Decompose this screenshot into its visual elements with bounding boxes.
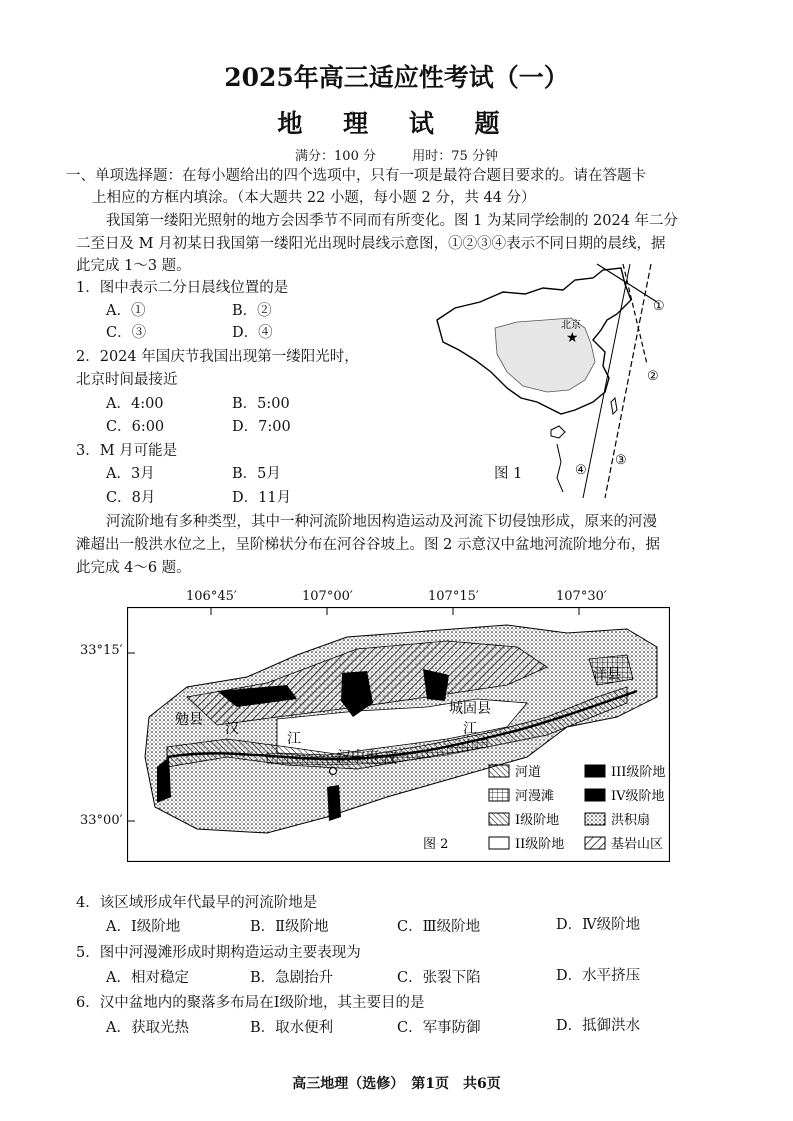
lon-label-2: 107°00′ [302,589,353,604]
q6-option-c[interactable]: C．军事防御 [397,1020,481,1036]
q6-option-a[interactable]: A．获取光热 [106,1020,189,1036]
lat-label-1: 33°15′ [80,643,123,658]
legend-label-floodplain: 河漫滩 [515,789,555,804]
lat-label-2: 33°00′ [80,813,123,828]
q2-option-d[interactable]: D．7:00 [232,419,291,435]
legend-swatch-alluvial-fan [585,813,605,825]
beijing-label: 北京 [561,320,581,331]
legend-swatch-terrace-ii [489,837,509,849]
q1-option-b[interactable]: B．② [232,303,272,319]
intro2-line2: 滩超出一般洪水位之上，呈阶梯状分布在河谷谷坡上。图 2 示意汉中盆地河流阶地分布，据 [76,537,660,553]
line-label-1: ① [653,299,665,314]
intro1-line1: 我国第一缕阳光照射的地方会因季节不同而有所变化。图 1 为某同学绘制的 2024 年二分 [106,213,679,229]
q1-option-a[interactable]: A．① [106,303,146,319]
legend-label-bedrock: 基岩山区 [611,837,664,852]
subject-title: 地 理 试 题 [277,109,516,138]
south-sea-box [557,444,563,492]
legend-swatch-bedrock [585,837,605,849]
q3-option-d[interactable]: D．11月 [232,490,292,506]
q5-stem: 5．图中河漫滩形成时期构造运动主要表现为 [76,945,361,961]
q3-stem: 3．M 月可能是 [76,443,178,459]
lon-label-4: 107°30′ [556,589,607,604]
legend-swatch-floodplain [489,789,509,801]
q3-option-a[interactable]: A．3月 [106,466,155,482]
q6-stem: 6．汉中盆地内的聚落多布局在Ⅰ级阶地，其主要目的是 [76,995,425,1011]
intro2-line1: 河流阶地有多种类型，其中一种河流阶地因构造运动及河流下切侵蚀形成，原来的河漫 [106,514,657,530]
q4-option-a[interactable]: A．Ⅰ级阶地 [106,919,181,935]
legend-label-terrace-i: I级阶地 [515,813,560,828]
page-footer: 高三地理（选修） 第1页 共6页 [292,1076,501,1092]
river-char-4: 江 [463,721,477,737]
q1-option-c[interactable]: C．③ [106,325,147,341]
river-char-1: 汉 [225,721,239,737]
intro1-line3: 此完成 1～3 题。 [76,258,191,274]
q1-option-d[interactable]: D．④ [232,325,273,341]
figure1-map [425,262,685,504]
lon-label-3: 107°15′ [428,589,479,604]
intro1-line2: 二至日及 M 月初某日我国第一缕阳光出现时晨线示意图，①②③④表示不同日期的晨线，据 [76,236,666,252]
intro2-line3: 此完成 4～6 题。 [76,560,191,576]
q6-option-b[interactable]: B．取水便利 [250,1020,334,1036]
q4-option-b[interactable]: B．Ⅱ级阶地 [250,919,329,935]
hainan-island [551,426,565,438]
lon-label-1: 106°45′ [186,589,237,604]
river-char-3: 汉 [383,751,397,767]
q2-option-b[interactable]: B．5:00 [232,396,290,412]
q2-stem-line2: 北京时间最接近 [76,372,178,388]
river-char-2: 江 [287,731,301,747]
figure1-caption: 图 1 [494,466,523,482]
place-hanzhong: 汉中市 [337,749,379,765]
q2-option-c[interactable]: C．6:00 [106,419,165,435]
section1-line2: 上相应的方框内填涂。（本大题共 22 小题，每小题 2 分，共 44 分） [92,190,536,206]
line-label-4: ④ [575,463,587,478]
beijing-star-icon: ★ [566,330,579,346]
time-text: 用时：75 分钟 [412,149,498,164]
exam-meta [0,145,793,164]
q5-option-d[interactable]: D．水平挤压 [556,968,641,984]
q4-option-c[interactable]: C．Ⅲ级阶地 [397,919,481,935]
legend-swatch-terrace-iii [585,765,605,777]
legend-label-terrace-ii: II级阶地 [515,837,565,852]
legend-swatch-terrace-i [489,813,509,825]
legend-swatch-channel [489,765,509,777]
place-yangxian: 洋县 [593,667,621,683]
figure2-map [127,607,670,862]
line-label-2: ② [647,369,659,384]
legend-label-channel: 河道 [515,765,542,780]
figure2-caption: 图 2 [423,837,449,852]
q3-option-b[interactable]: B．5月 [232,466,281,482]
q5-option-a[interactable]: A．相对稳定 [106,970,189,986]
exam-title: 2025年高三适应性考试（一） [224,63,569,92]
legend-label-terrace-iv: IV级阶地 [611,789,665,804]
q4-option-d[interactable]: D．Ⅳ级阶地 [556,917,641,933]
q6-option-d[interactable]: D．抵御洪水 [556,1018,641,1034]
q3-option-c[interactable]: C．8月 [106,490,156,506]
legend-swatch-terrace-iv [585,789,605,801]
q2-option-a[interactable]: A．4:00 [106,396,164,412]
q2-stem-line1: 2．2024 年国庆节我国出现第一缕阳光时， [76,349,359,365]
q5-option-c[interactable]: C．张裂下陷 [397,970,481,986]
legend-label-alluvial-fan: 洪积扇 [611,813,651,828]
score-text: 满分：100 分 [295,149,376,164]
q5-option-b[interactable]: B．急剧抬升 [250,970,334,986]
q1-stem: 1．图中表示二分日晨线位置的是 [76,280,289,296]
hanzhong-city-marker [330,768,337,775]
taiwan-island [611,398,617,414]
place-chenggu: 城固县 [449,701,491,717]
line-label-3: ③ [615,453,627,468]
terrace-iv-patch-2 [327,785,341,821]
place-mianxian: 勉县 [175,712,203,728]
legend-label-terrace-iii: III级阶地 [611,765,666,780]
q4-stem: 4．该区域形成年代最早的河流阶地是 [76,895,318,911]
section1-line1: 一、单项选择题：在每小题给出的四个选项中，只有一项是最符合题目要求的。请在答题卡 [66,168,646,184]
